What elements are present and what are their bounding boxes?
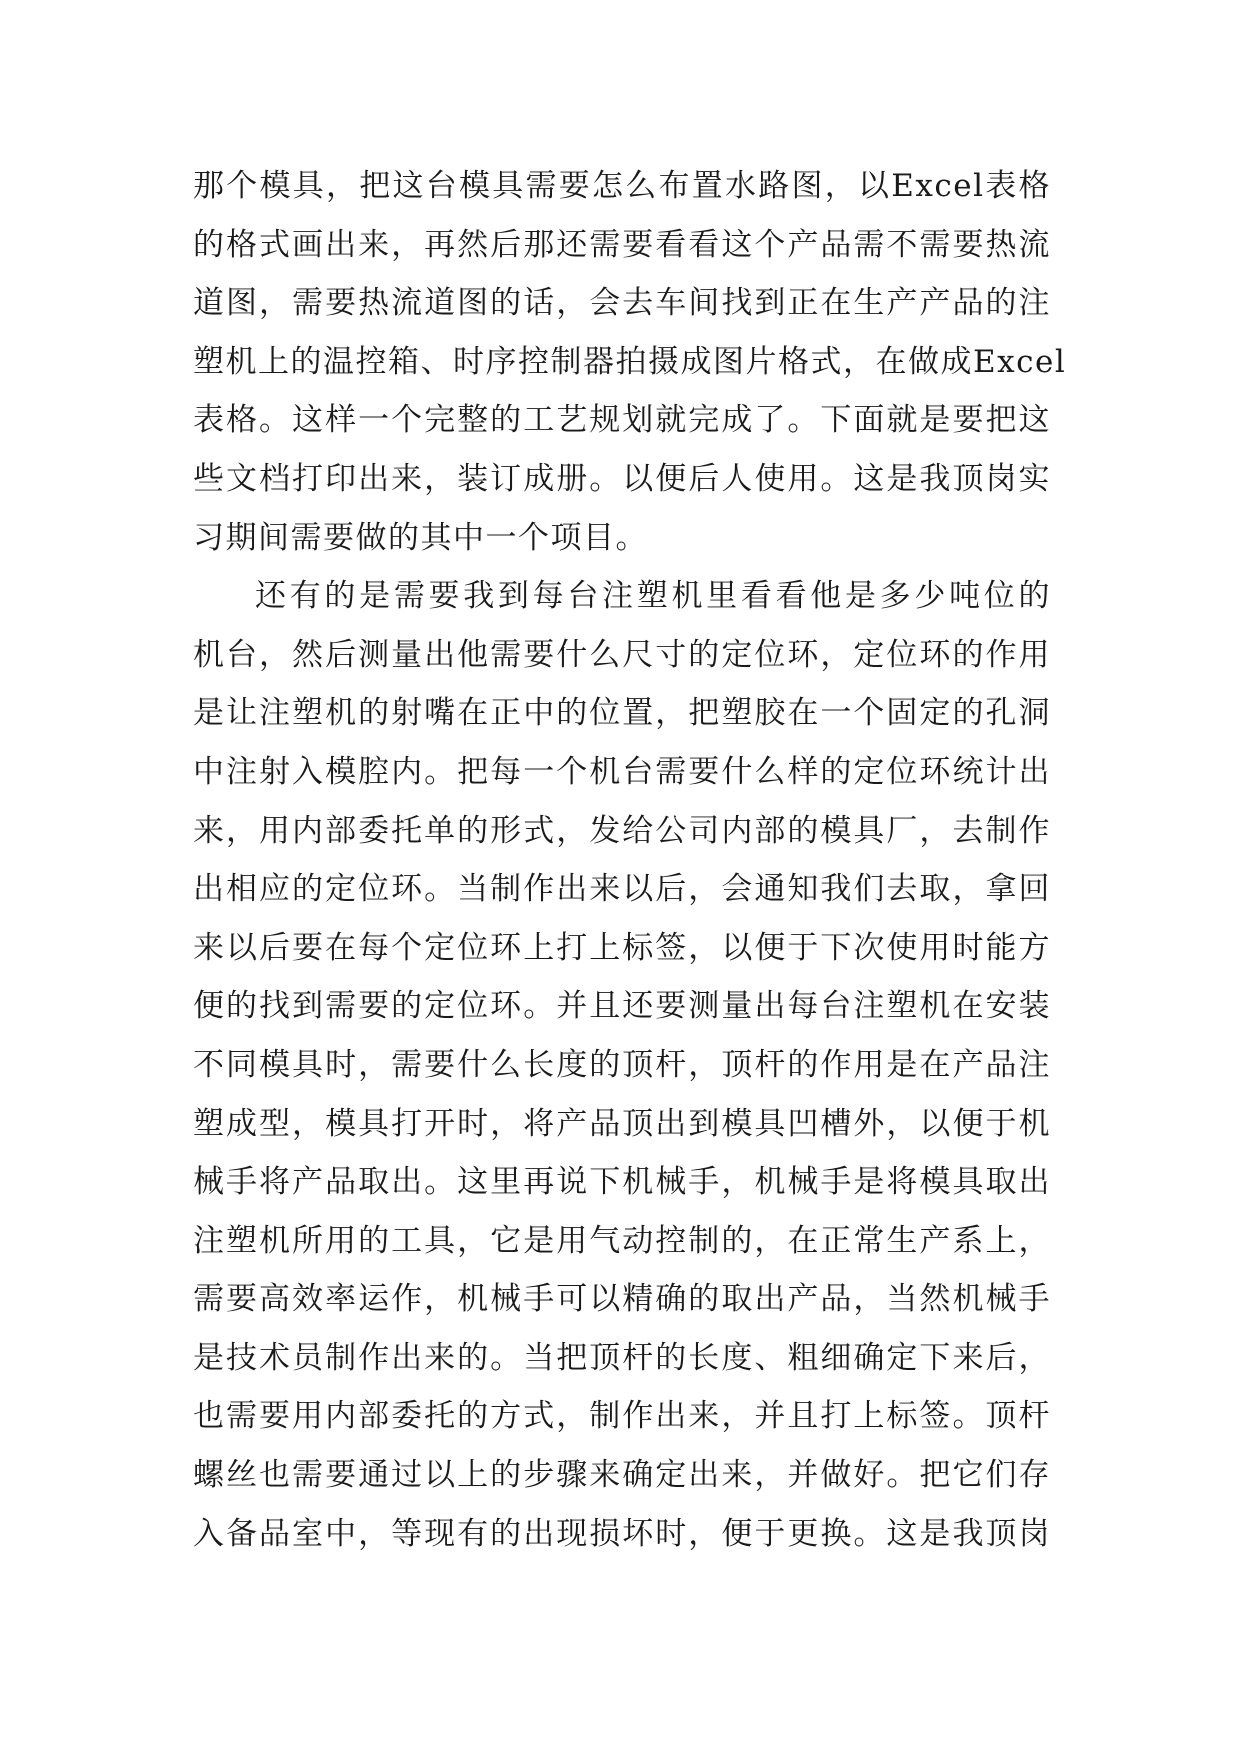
text-line: 注塑机所用的工具，它是用气动控制的，在正常生产系上， <box>193 1222 1051 1259</box>
text-line: 是技术员制作出来的。当把顶杆的长度、粗细确定下来后， <box>193 1339 1051 1376</box>
text-line: 械手将产品取出。这里再说下机械手，机械手是将模具取出 <box>193 1164 1051 1201</box>
text-line: 需要高效率运作，机械手可以精确的取出产品，当然机械手 <box>193 1281 1051 1318</box>
text-line: 来以后要在每个定位环上打上标签，以便于下次使用时能方 <box>193 929 1051 966</box>
text-line: 表格。这样一个完整的工艺规划就完成了。下面就是要把这 <box>193 402 1051 439</box>
text-line: 便的找到需要的定位环。并且还要测量出每台注塑机在安装 <box>193 988 1051 1025</box>
text-line: 的格式画出来，再然后那还需要看看这个产品需不需要热流 <box>193 226 1051 263</box>
text-line: 螺丝也需要通过以上的步骤来确定出来，并做好。把它们存 <box>193 1457 1051 1494</box>
text-line: 习期间需要做的其中一个项目。 <box>193 519 648 556</box>
paragraph-first-line: 还有的是需要我到每台注塑机里看看他是多少吨位的 <box>255 578 1051 615</box>
text-line: 入备品室中，等现有的出现损坏时，便于更换。这是我顶岗 <box>193 1515 1051 1552</box>
text-line: 也需要用内部委托的方式，制作出来，并且打上标签。顶杆 <box>193 1398 1051 1435</box>
text-line: 来，用内部委托单的形式，发给公司内部的模具厂，去制作 <box>193 812 1051 849</box>
text-line: 塑成型，模具打开时，将产品顶出到模具凹槽外，以便于机 <box>193 1105 1051 1142</box>
text-line: 不同模具时，需要什么长度的顶杆，顶杆的作用是在产品注 <box>193 1046 1051 1083</box>
body-text <box>193 157 1067 1563</box>
text-line: 塑机上的温控箱、时序控制器拍摄成图片格式，在做成Excel <box>193 343 1067 380</box>
text-line: 中注射入模腔内。把每一个机台需要什么样的定位环统计出 <box>193 753 1051 790</box>
text-line: 那个模具，把这台模具需要怎么布置水路图，以Excel表格 <box>193 168 1051 204</box>
text-line: 些文档打印出来，装订成册。以便后人使用。这是我顶岗实 <box>193 460 1051 497</box>
text-line: 机台，然后测量出他需要什么尺寸的定位环，定位环的作用 <box>193 636 1051 673</box>
text-line: 道图，需要热流道图的话，会去车间找到正在生产产品的注 <box>193 285 1051 322</box>
text-line: 是让注塑机的射嘴在正中的位置，把塑胶在一个固定的孔洞 <box>193 695 1051 732</box>
text-line: 出相应的定位环。当制作出来以后，会通知我们去取，拿回 <box>193 871 1051 908</box>
